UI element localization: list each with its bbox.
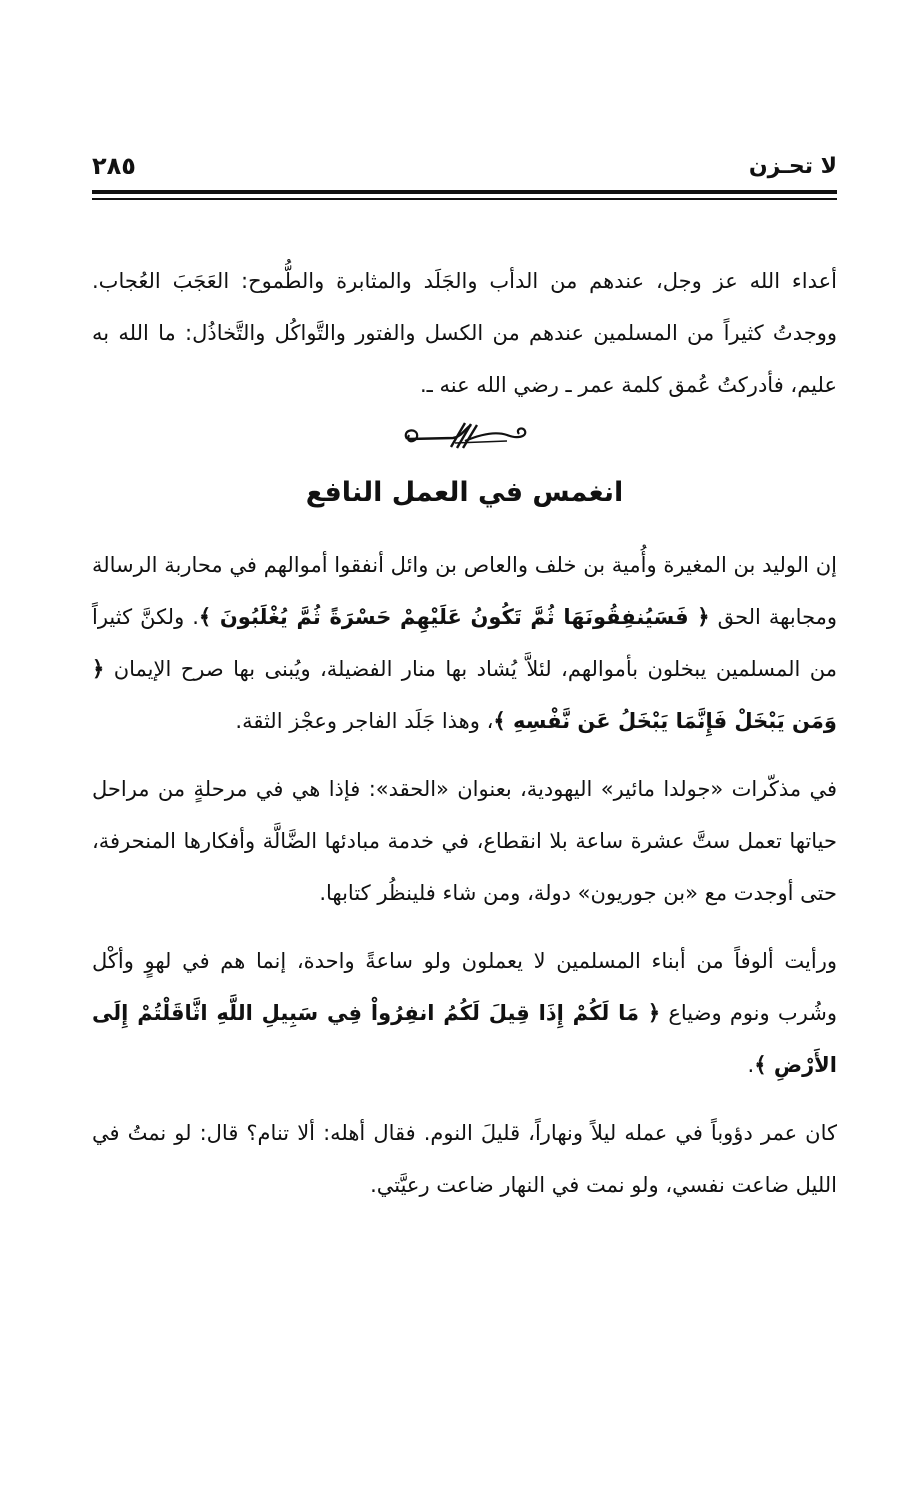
header-rule-thin [92, 198, 837, 200]
calligraphic-flourish-icon [395, 417, 535, 457]
paragraph-idleness [92, 935, 837, 1091]
section-heading: انغمس في العمل النافع [305, 477, 624, 508]
header-rule [92, 190, 837, 194]
page-body [92, 255, 837, 1211]
paragraph-text: إن الوليد بن المغيرة وأُمية بن خلف والعاص بن وائل أنفقوا أموالهم في محاربة الرسالة ومجابهة الحق [92, 553, 838, 629]
paragraph-umar: كان عمر دؤوباً في عمله ليلاً ونهاراً، قليلَ النوم. فقال أهله: ألا تنام؟ قال: لو نمتُ في الليل ضاعت نفسي، ولو نمت في النهار ضاعت رعيَّتي. [92, 1121, 837, 1197]
paragraph-memoirs: في مذكّرات «جولدا مائير» اليهودية، بعنوان «الحقد»: فإذا هي في مرحلةٍ من مراحل حياتها تعمل ستَّ عشرة ساعة بلا انقطاع، في خدمة مبادئها الضَّالَّة وأفكارها المنحرفة، حتى أوجدت مع «بن جوريون» دولة، ومن شاء فلينظُر كتابها. [92, 777, 837, 905]
book-title: لا تحـزن [748, 154, 837, 179]
page-number: ٢٨٥ [92, 152, 136, 180]
paragraph-text: ، وهذا جَلَد الفاجر وعجْز الثقة. [235, 709, 494, 733]
quran-verse: ﴿ وَمَن يَبْخَلْ فَإِنَّمَا يَبْخَلُ عَن نَّفْسِهِ ﴾ [92, 657, 837, 733]
running-header [92, 150, 837, 190]
paragraph-spending [92, 539, 837, 747]
paragraph-text: ورأيت ألوفاً من أبناء المسلمين لا يعملون ولو ساعةً واحدة، إنما هم في لهوٍ وأكْل وشُرب ونوم وضياع [92, 949, 837, 1025]
intro-paragraph: أعداء الله عز وجل، عندهم من الدأب والجَلَد والمثابرة والطُّموح: العَجَبَ العُجاب. ووجدتُ كثيراً من المسلمين عندهم من الكسل والفتور والتَّواكُل والتَّخاذُل: ما الله به عليم، فأدركتُ عُمق كلمة عمر ـ رضي الله عنه ـ. [92, 269, 837, 397]
quran-verse: ﴿ مَا لَكُمْ إِذَا قِيلَ لَكُمُ انفِرُواْ فِي سَبِيلِ اللَّهِ اثَّاقَلْتُمْ إِلَى الأَرْضِ ﴾ [92, 1001, 837, 1077]
quran-verse: ﴿ فَسَيُنفِقُونَهَا ثُمَّ تَكُونُ عَلَيْهِمْ حَسْرَةً ثُمَّ يُغْلَبُونَ ﴾ [198, 605, 710, 629]
paragraph-text: . ولكنَّ كثيراً من المسلمين يبخلون بأموالهم، لئلاَّ يُشاد بها منار الفضيلة، ويُبنى بها صرح الإيمان [92, 605, 837, 681]
paragraph-text: . [747, 1053, 755, 1077]
